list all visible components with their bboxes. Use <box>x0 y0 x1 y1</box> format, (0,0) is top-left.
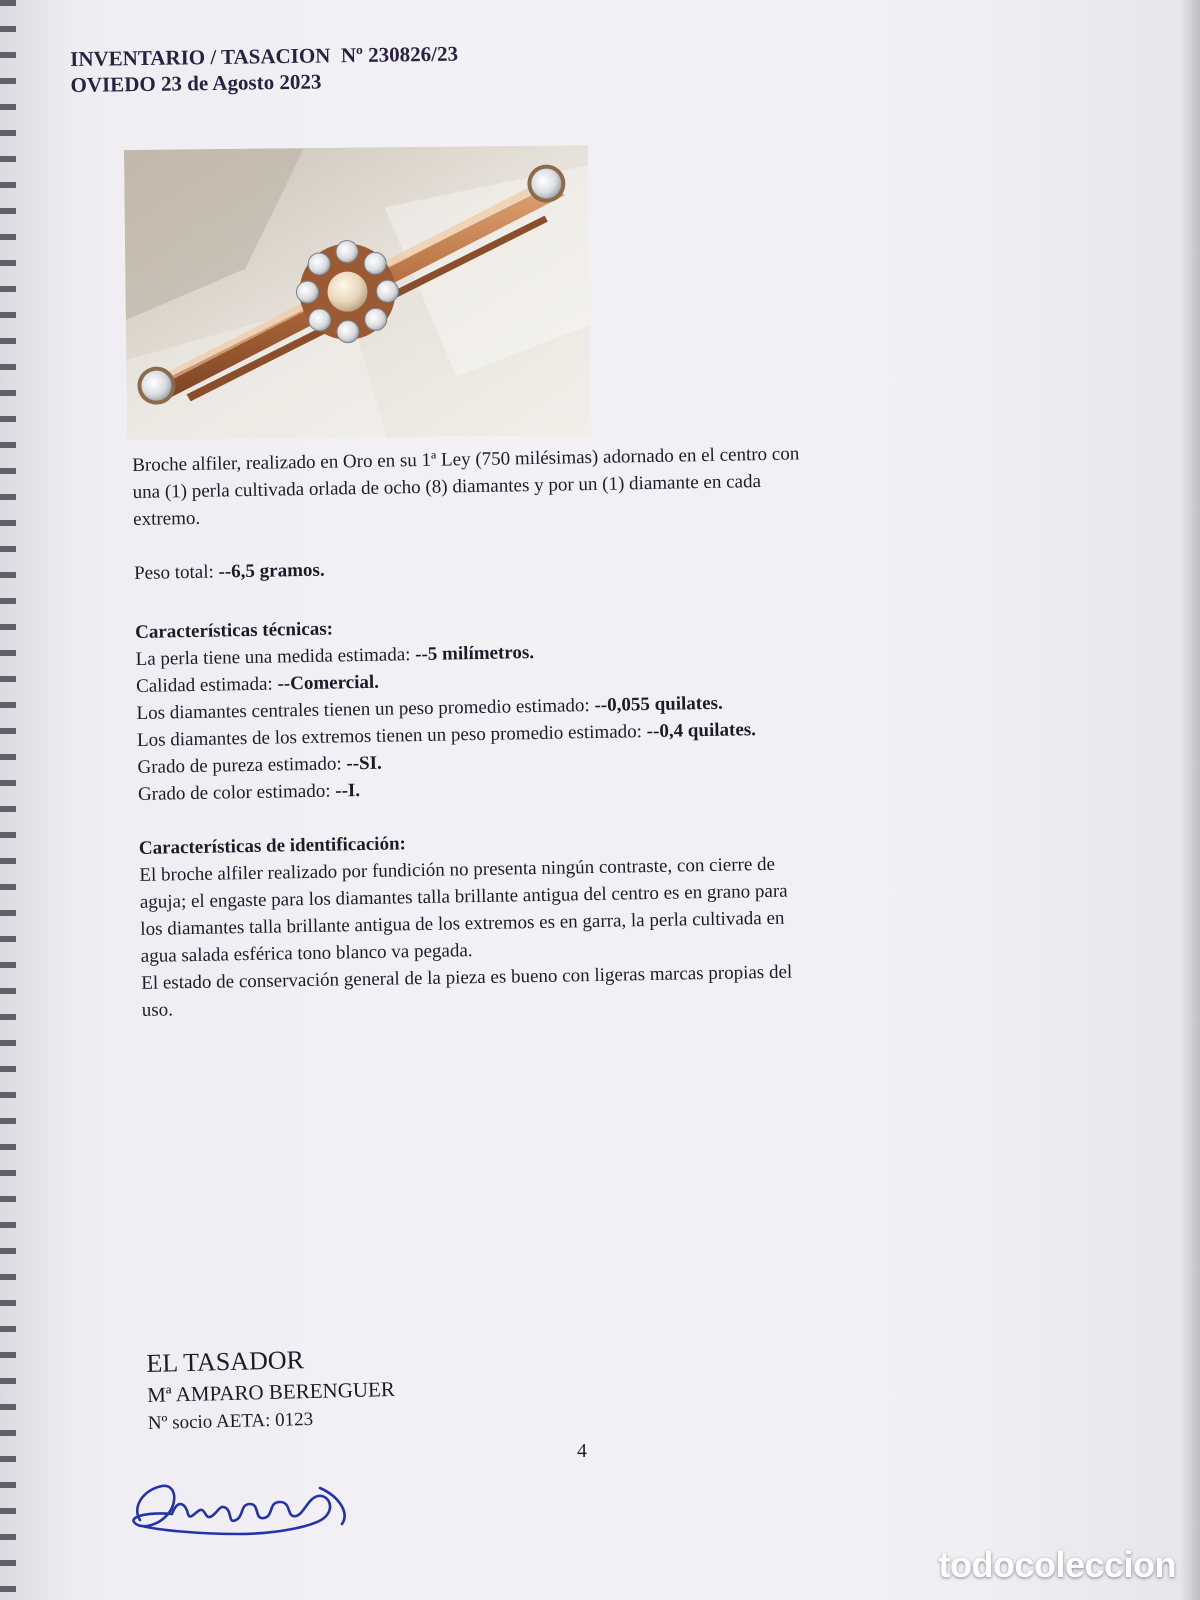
appraiser-name: Mª AMPARO BERENGUER <box>146 1376 396 1407</box>
technical-section <box>135 604 968 807</box>
appraiser-block <box>146 1342 396 1438</box>
appraiser-title: EL TASADOR <box>146 1345 305 1378</box>
weight-label: Peso total: <box>133 561 219 584</box>
page-number: 4 <box>577 1440 587 1462</box>
brooch-description: Broche alfiler, realizado en Oro en su 1ª Ley (750 milésimas) adornado en el centro con una (1) perla cultivada orlada de ocho (8) diamantes y por un (1) diamante en cada extremo. <box>132 443 800 530</box>
appraiser-member-number: Nº socio AETA: 0123 <box>147 1408 314 1434</box>
document-header <box>70 41 459 98</box>
brooch-photo <box>124 145 591 440</box>
site-watermark: todocoleccion <box>938 1544 1176 1585</box>
weight-value: --6,5 gramos. <box>218 559 325 583</box>
tech-row: La perla tiene una medida estimada: --5 milímetros. <box>135 642 535 670</box>
identification-section: Características de identificación: El broche alfiler realizado por fundición no presenta ningún contraste, con cierre de aguja; el engaste para los diamantes talla brillante antigua del centro es en grano para los diamantes talla brillante antigua de los extremos es en garra, la perla cultivada en agua salada esférica tono blanco va pegada. El estado de conservación general de la pieza es bueno con ligeras marcas propias del uso. <box>139 820 972 1023</box>
tech-row: Los diamantes de los extremos tienen un peso promedio estimado: --0,4 quilates. <box>136 719 757 751</box>
document-body <box>132 438 972 1024</box>
tech-row: Calidad estimada: --Comercial. <box>135 671 380 697</box>
spiral-binding <box>0 0 16 1600</box>
tech-row: Grado de color estimado: --I. <box>137 780 361 805</box>
inventory-number: INVENTARIO / TASACION Nº 230826/23 <box>70 41 459 71</box>
total-weight <box>134 545 964 586</box>
page-edge-shadow <box>1180 0 1200 1600</box>
technical-title: Características técnicas: <box>134 618 334 643</box>
identification-title: Características de identificación: <box>138 833 407 859</box>
tech-row: Grado de pureza estimado: --SI. <box>137 752 382 778</box>
tech-row: Los diamantes centrales tienen un peso promedio estimado: --0,055 quilates. <box>136 692 723 724</box>
handwritten-signature <box>128 1468 358 1548</box>
place-date: OVIEDO 23 de Agosto 2023 <box>70 69 322 97</box>
